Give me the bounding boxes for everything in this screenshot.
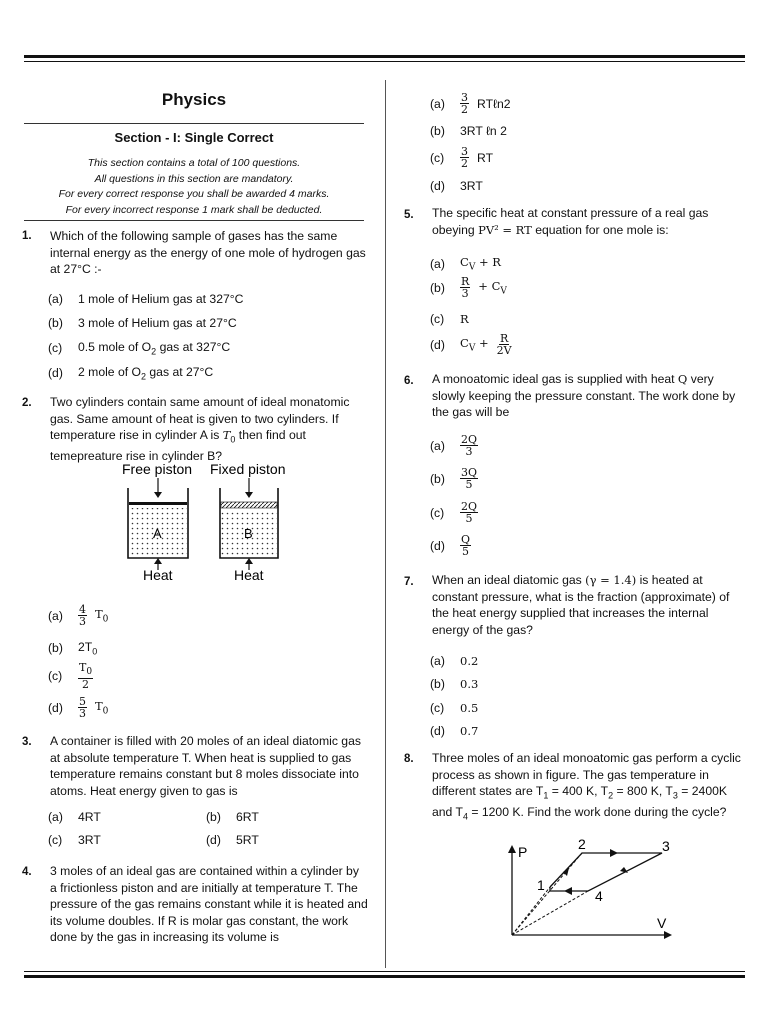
option-d[interactable] [206, 833, 259, 847]
option-label: (b) [206, 810, 221, 824]
option-label: (a) [430, 654, 445, 668]
option-label: (c) [430, 312, 445, 326]
question-text: Which of the following sample of gases has the same internal energy as the energy of one mole of hydrogen gas at 27°C :- [50, 229, 366, 276]
option-text: 4RT [78, 810, 101, 824]
question-text: The specific heat at constant pressure of a real gas obeying PV² = RT equation for one mole is: [432, 206, 709, 237]
option-label: (d) [206, 833, 221, 847]
option-text: 6RT [236, 810, 259, 824]
option-label: (a) [48, 292, 63, 306]
option-label: (b) [430, 124, 445, 138]
option-text: $2T_0$ [78, 640, 98, 657]
option-d[interactable]: (d) $C_V$ + $\frac{R}{2V}$ [430, 332, 512, 357]
option-a[interactable] [48, 810, 101, 824]
question-number: 2. [22, 397, 32, 409]
p-axis-label: P [518, 844, 528, 860]
question-text: When an ideal diatomic gas (γ = 1.4) is heated at constant pressure, what is the fraction (approximate) of the heat energy supplied that increases the internal energy of the gas? [432, 573, 730, 637]
page-title: Physics [161, 90, 227, 109]
question-number: 6. [404, 375, 414, 387]
option-a[interactable]: (a) $C_V + R$ [430, 255, 501, 273]
option-a[interactable] [430, 434, 478, 457]
option-a[interactable]: (a) $\frac{3}{2}$ RTℓn2 [430, 91, 511, 116]
option-label: (d) [430, 538, 445, 553]
option-label: (a) [430, 438, 445, 453]
option-label: (d) [430, 337, 445, 352]
option-text: 1 mole of Helium gas at 327°C [78, 292, 244, 306]
option-b[interactable] [48, 640, 97, 656]
cylinder-b-label: B [244, 526, 253, 541]
option-label: (a) [430, 256, 445, 271]
option-d[interactable]: (d) $\frac{5}{3}$ $T_0$ [48, 695, 109, 720]
option-c[interactable]: (c) 0.5 [430, 701, 479, 715]
option-label: (c) [430, 701, 445, 715]
fraction: $\frac{3}{2}$ [461, 145, 468, 170]
fraction: $\frac{2Q}{5}$ [461, 500, 478, 525]
pv-diagram [500, 835, 690, 945]
option-c[interactable] [48, 340, 230, 356]
fraction: $\frac{4}{3}$ [79, 603, 86, 628]
option-text: 2 mole of $O_2$ gas at 27°C [78, 365, 214, 382]
option-label: (c) [430, 150, 445, 165]
option-a[interactable]: (a) 0.2 [430, 654, 479, 668]
option-b[interactable]: (b) $\frac{R}{3}$ + $C_V$ [430, 275, 507, 300]
fraction: $\frac{Q}{5}$ [461, 533, 471, 558]
option-d[interactable] [48, 365, 213, 381]
option-text: 3RT ℓn 2 [460, 124, 507, 138]
option-b[interactable] [206, 810, 259, 824]
question-number: 3. [22, 736, 32, 748]
question-text: A monoatomic ideal gas is supplied with heat Q very slowly keeping the pressure constant. The work done by the gas will be [432, 372, 736, 419]
top-rule-thin [24, 61, 745, 62]
option-label: (a) [48, 810, 63, 824]
option-label: (d) [430, 179, 445, 193]
point-1-label: 1 [537, 877, 545, 893]
notes-rule [24, 220, 364, 221]
fraction: $\frac{R}{3}$ [461, 275, 470, 300]
question-number: 5. [404, 209, 414, 221]
option-text: 5RT [236, 833, 259, 847]
option-b[interactable] [430, 124, 507, 138]
option-c[interactable] [48, 662, 93, 690]
option-d[interactable]: (d) 0.7 [430, 724, 479, 738]
option-b[interactable]: (b) 0.3 [430, 677, 479, 691]
note-line: This section contains a total of 100 questions. [87, 157, 301, 169]
question-text: Two cylinders contain same amount of ideal monatomic gas. Same amount of heat is given to two cylinders. If temperature rise in cylinder A is $T_0$ then find out temepreature rise in cylinder B? [50, 395, 350, 463]
question-text: A container is filled with 20 moles of an ideal diatomic gas at absolute temperature T. When heat is supplied to gas temperature remains constant but 8 moles dissociate into atoms. Heat energy given to gas is [50, 734, 361, 798]
option-label: (d) [48, 700, 63, 715]
fixed-piston-label: Fixed piston [210, 461, 286, 477]
point-4-label: 4 [595, 888, 603, 904]
option-b[interactable] [48, 316, 237, 330]
fraction: $\frac{5}{3}$ [79, 695, 86, 720]
v-axis-label: V [657, 915, 667, 931]
option-text: 3RT [78, 833, 101, 847]
question-number: 4. [22, 866, 32, 878]
note-line: All questions in this section are mandatory. [94, 172, 294, 185]
section-notes [24, 156, 364, 218]
top-rule [24, 55, 745, 58]
point-2-label: 2 [578, 836, 586, 852]
option-label: (c) [48, 833, 63, 847]
question-text: Three moles of an ideal monoatomic gas perform a cyclic process as shown in figure. The gas temperature in different states are $T_1 = 400$ K, $T_2 = 800$ K, $T_3 = 2400K$ and $T_4 = 1200$ K. Find the work done during the cycle? [432, 751, 741, 822]
option-text: 3 mole of Helium gas at 27°C [78, 316, 237, 330]
column-divider [385, 80, 386, 968]
bottom-rule-thin [24, 971, 745, 972]
note-line: For every incorrect response 1 mark shall be deducted. [65, 203, 323, 216]
bottom-rule [24, 975, 745, 978]
option-label: (b) [430, 471, 445, 486]
option-label: (d) [48, 366, 63, 381]
option-label: (c) [430, 505, 445, 520]
heat-label-a: Heat [143, 567, 173, 583]
question-number: 1. [22, 230, 32, 242]
cylinder-a-label: A [153, 526, 162, 541]
heat-label-b: Heat [234, 567, 264, 583]
question-number: 7. [404, 576, 414, 588]
option-label: (b) [48, 316, 63, 330]
fraction: $\frac{T_0}{2}$ [79, 661, 93, 692]
option-label: (a) [48, 608, 63, 623]
option-c[interactable]: (c) R [430, 312, 469, 326]
option-label: (c) [48, 669, 63, 684]
fraction: $\frac{3}{2}$ [461, 91, 468, 116]
option-c[interactable]: (c) $\frac{3}{2}$ RT [430, 145, 494, 170]
option-c[interactable] [48, 833, 101, 847]
option-b[interactable] [430, 467, 478, 490]
option-text: 3RT [460, 179, 483, 193]
fraction: $\frac{2Q}{3}$ [461, 433, 478, 458]
fraction: $\frac{R}{2V}$ [496, 332, 512, 357]
option-d[interactable] [430, 534, 471, 557]
point-3-label: 3 [662, 838, 670, 854]
option-d[interactable] [430, 179, 483, 193]
question-text: 3 moles of an ideal gas are contained within a cylinder by a frictionless piston and are initially at temperature T. The pressure of the gas remains constant while it is heated and its volume doubles. If R is molar gas constant, the work done by the gas in increasing its volume is [50, 864, 368, 944]
option-c[interactable] [430, 501, 478, 524]
title-rule [24, 123, 364, 124]
question-number: 8. [404, 753, 414, 765]
option-label: (c) [48, 341, 63, 356]
free-piston-label: Free piston [122, 461, 193, 477]
option-label: (a) [430, 96, 445, 111]
section-title: Section - I: Single Correct [114, 130, 274, 145]
option-label: (b) [430, 677, 445, 691]
cylinders-figure [110, 456, 310, 586]
option-label: (d) [430, 724, 445, 738]
option-label: (b) [48, 641, 63, 656]
fraction: $\frac{3Q}{5}$ [461, 466, 478, 491]
note-line: For every correct response you shall be awarded 4 marks. [58, 188, 330, 200]
option-label: (b) [430, 280, 445, 295]
option-a[interactable] [48, 292, 243, 306]
option-a[interactable]: (a) $\frac{4}{3}$ $T_0$ [48, 603, 109, 628]
option-text: 0.5 mole of $O_2$ gas at 327°C [78, 340, 231, 357]
